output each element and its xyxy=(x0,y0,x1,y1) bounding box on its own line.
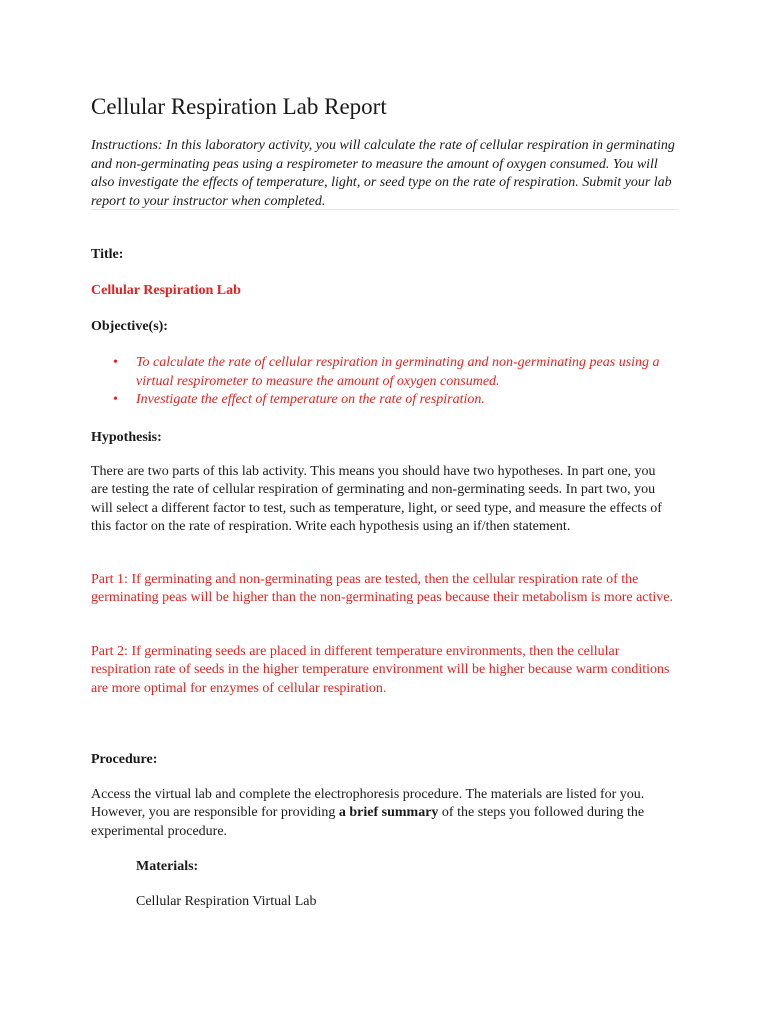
objectives-list xyxy=(91,354,681,410)
procedure-text-bold: a brief summary xyxy=(338,805,439,821)
procedure-text-start: Access the virtual lab and complete the electrophoresis procedure. The materials are listed for you. However, you are responsible for providing xyxy=(91,787,645,821)
objective-item xyxy=(91,354,681,391)
objective-text: Investigate the effect of temperature on the rate of respiration. xyxy=(136,392,485,408)
bullet-icon: • xyxy=(113,355,118,370)
procedure-label: Procedure: xyxy=(91,752,158,767)
title-label: Title: xyxy=(91,247,124,262)
instructions-text: Instructions: In this laboratory activity, you will calculate the rate of cellular respiration in germinating and non-germinating peas using a respirometer to measure the amount of oxygen consumed. You will also investigate the effects of temperature, light, or seed type on the rate of respiration. Submit your lab report to your instructor when completed. xyxy=(91,138,675,209)
procedure-text xyxy=(91,786,676,841)
objectives-label: Objective(s): xyxy=(91,319,168,334)
divider-line xyxy=(91,209,679,210)
hypothesis-label: Hypothesis: xyxy=(91,430,162,445)
materials-item: Cellular Respiration Virtual Lab xyxy=(136,894,317,909)
title-answer: Cellular Respiration Lab xyxy=(91,283,241,298)
procedure-text-end: of the steps you followed during the experimental procedure. xyxy=(91,805,645,839)
bullet-icon: • xyxy=(113,392,118,408)
objective-item xyxy=(91,391,681,410)
document-title: Cellular Respiration Lab Report xyxy=(91,94,387,119)
hypothesis-part1: Part 1: If germinating and non-germinating peas are tested, then the cellular respiration rate of the germinating peas will be higher than the non-germinating peas because their metabolism is more active. xyxy=(91,572,673,606)
materials-label: Materials: xyxy=(136,859,199,874)
hypothesis-part2: Part 2: If germinating seeds are placed in different temperature environments, then the cellular respiration rate of seeds in the higher temperature environment will be higher because warm conditions are more optimal for enzymes of cellular respiration. xyxy=(91,644,670,696)
objective-text: To calculate the rate of cellular respiration in germinating and non-germinating peas using a virtual respirometer to measure the amount of oxygen consumed. xyxy=(136,355,660,389)
hypothesis-prompt: There are two parts of this lab activity. This means you should have two hypotheses. In part one, you are testing the rate of cellular respiration of germinating and non-germinating seeds. In part two, you will select a different factor to test, such as temperature, light, or seed type, and measure the effects of this factor on the rate of respiration. Write each hypothesis using an if/then statement. xyxy=(91,464,662,535)
